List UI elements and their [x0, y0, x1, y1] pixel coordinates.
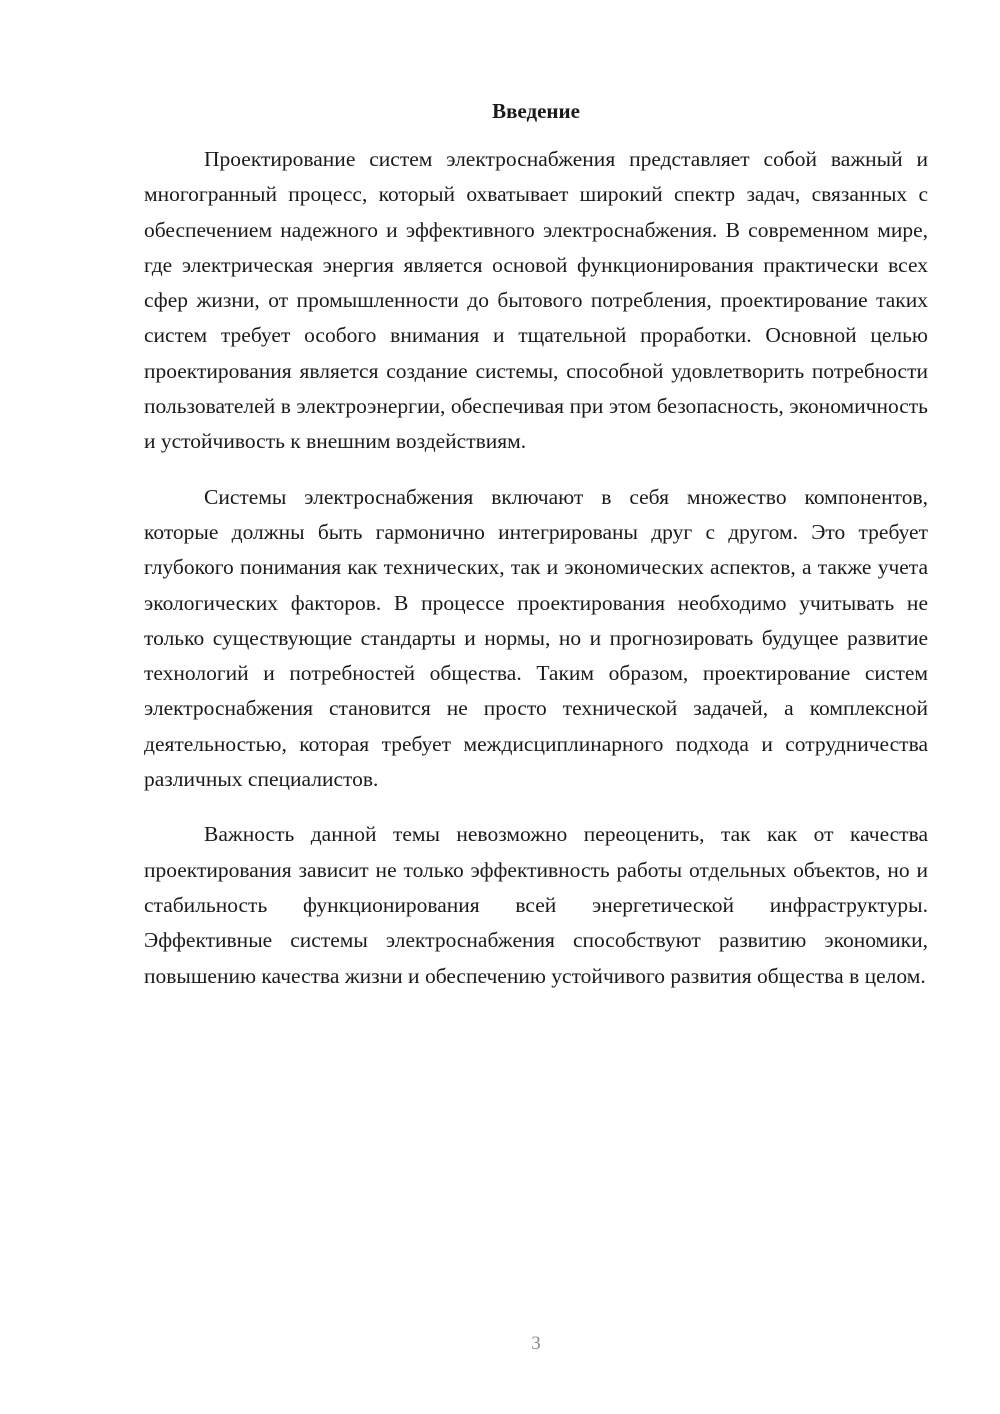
page-number: 3 — [531, 1333, 541, 1354]
section-title: Введение — [492, 99, 580, 123]
paragraph-2: Системы электроснабжения включают в себя множество компонентов, которые должны быть гармонично интегрированы друг с другом. Это требует глубокого понимания как технических, так и экономических аспектов, а также учета экологических факторов. В процессе проектирования необходимо учитывать не только существующие стандарты и нормы, но и прогнозировать будущее развитие технологий и потребностей общества. Таким образом, проектирование систем электроснабжения становится не просто технической задачей, а комплексной деятельностью, которая требует междисциплинарного подхода и сотрудничества различных специалистов. — [144, 484, 928, 792]
body-text — [144, 142, 928, 994]
paragraph-3: Важность данной темы невозможно переоценить, так как от качества проектирования зависит не только эффективность работы отдельных объектов, но и стабильность функционирования всей энергетической инфраструктуры. Эффективные системы электроснабжения способствуют развитию экономики, повышению качества жизни и обеспечению устойчивого развития общества в целом. — [144, 822, 928, 988]
paragraph-1: Проектирование систем электроснабжения представляет собой важный и многогранный процесс, который охватывает широкий спектр задач, связанных с обеспечением надежного и эффективного электроснабжения. В современном мире, где электрическая энергия является основой функционирования практически всех сфер жизни, от промышленности до бытового потребления, проектирование таких систем требует особого внимания и тщательной проработки. Основной целью проектирования является создание системы, способной удовлетворить потребности пользователей в электроэнергии, обеспечивая при этом безопасность, экономичность и устойчивость к внешним воздействиям. — [144, 147, 928, 454]
